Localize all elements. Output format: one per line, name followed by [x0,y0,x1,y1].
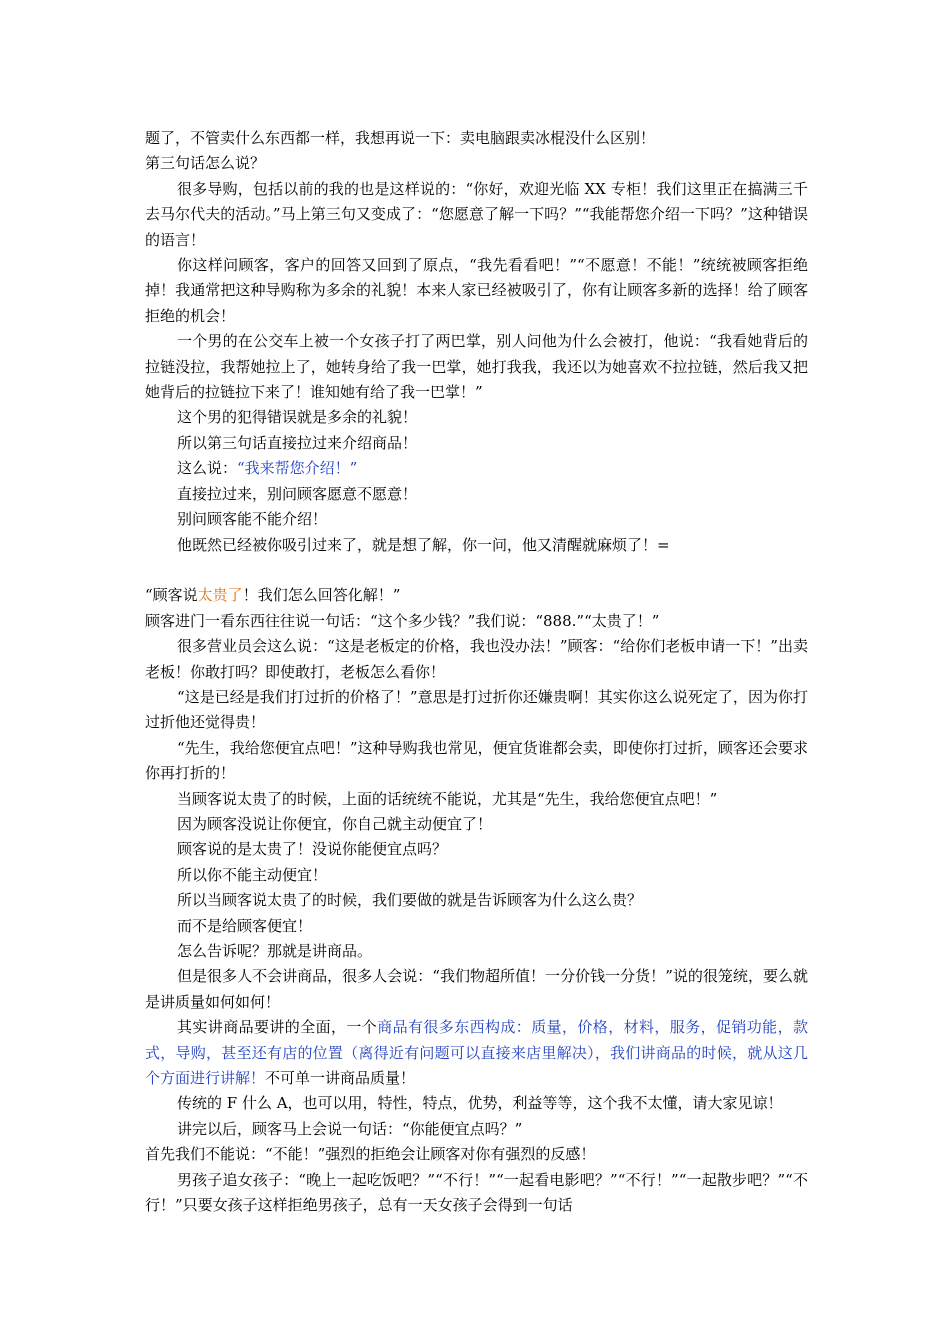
paragraph: 直接拉过来，别问顾客愿意不愿意！ [177,484,418,503]
paragraph: 很多营业员会这么说：“这是老板定的价格，我也没办法！”顾客：“给你们老板申请一下！”出卖老板！你敢打吗？即使敢打，老板怎么看你！ [145,637,808,681]
blank-line [145,558,808,583]
paragraph: 题了，不管卖什么东西都一样，我想再说一下：卖电脑跟卖冰棍没什么区别！ [145,129,656,147]
paragraph: 这个男的犯得错误就是多余的礼貌！ [177,408,418,427]
paragraph: 传统的 F 什么 A，也可以用，特性，特点，优势，利益等等，这个我不太懂，请大家见谅！ [177,1094,783,1113]
paragraph: 怎么告诉呢？那就是讲商品。 [177,941,373,960]
paragraph: 所以你不能主动便宜！ [177,865,328,884]
paragraph: 当顾客说太贵了的时候，上面的话统统不能说，尤其是“先生，我给您便宜点吧！” [177,789,718,808]
paragraph: 所以第三句话直接拉过来介绍商品！ [177,433,418,452]
paragraph: 顾客说的是太贵了！没说你能便宜点吗？ [177,840,448,859]
paragraph: 男孩子追女孩子：“晚上一起吃饭吧？”“不行！”“一起看电影吧？”“不行！”“一起散步吧？”“不行！”只要女孩子这样拒绝男孩子，总有一天女孩子会得到一句话 [145,1170,808,1215]
highlight-term: 太贵了 [197,586,243,605]
paragraph [145,456,808,481]
paragraph: “这是已经是我们打过折的价格了！”意思是打过折你还嫌贵啊！其实你这么说死定了，因为你打过折他还觉得贵！ [145,687,808,732]
paragraph: 顾客进门一看东西往往说一句话：“这个多少钱？”我们说：“888.”“太贵了！” [145,611,660,630]
text-run: 其实讲商品要讲的全面，一个 [177,1018,378,1037]
paragraph: 但是很多人不会讲商品，很多人会说：“我们物超所值！一分价钱一分货！”说的很笼统，要么就是讲质量如何如何！ [145,967,808,1011]
paragraph: 而不是给顾客便宜！ [177,916,313,935]
text-run: “顾客说 [145,586,198,605]
paragraph: 讲完以后，顾客马上会说一句话：“你能便宜点吗？” [177,1119,523,1138]
paragraph: 别问顾客能不能介绍！ [177,510,328,529]
paragraph: 首先我们不能说：“不能！”强烈的拒绝会让顾客对你有强烈的反感！ [145,1145,596,1164]
highlight-quote: “我来帮您介绍！” [237,459,358,478]
text-run: ！我们怎么回答化解！” [242,586,401,605]
paragraph: “先生，我给您便宜点吧！”这种导购我也常见，便宜货谁都会卖，即使你打过折，顾客还会要求你再打折的！ [145,738,808,783]
paragraph: 他既然已经被你吸引过来了，就是想了解，你一问，他又清醒就麻烦了！= [177,535,670,554]
section-heading [145,583,808,608]
text-run: 不可单一讲商品质量！ [265,1069,416,1088]
highlight-passage: 商品有很多东西构成：质量，价格，材料，服务，促销功能，款式，导购，甚至还有店的位置（离得近有问题可以直接来店里解决），我们讲商品的时候，就从这几个方面进行讲解！ [145,1018,808,1088]
paragraph [145,1015,808,1091]
paragraph: 你这样问顾客，客户的回答又回到了原点，“我先看看吧！”“不愿意！不能！”统统被顾客拒绝掉！我通常把这种导购称为多余的礼貌！本来人家已经被吸引了，你有让顾客多新的选择！给了顾客拒绝的机会！ [145,256,808,325]
paragraph: 一个男的在公交车上被一个女孩子打了两巴掌，别人问他为什么会被打，他说：“我看她背后的拉链没拉，我帮她拉上了，她转身给了我一巴掌，她打我我，我还以为她喜欢不拉拉链，然后我又把她背后的拉链拉下来了！谁知她有给了我一巴掌！” [145,332,808,402]
paragraph: 所以当顾客说太贵了的时候，我们要做的就是告诉顾客为什么这么贵？ [177,891,643,910]
section-question: 第三句话怎么说？ [145,154,266,173]
text-run: 这么说： [177,459,238,478]
paragraph: 因为顾客没说让你便宜，你自己就主动便宜了！ [177,814,493,833]
paragraph: 很多导购，包括以前的我的也是这样说的：“你好，欢迎光临 XX 专柜！我们这里正在搞满三千去马尔代夫的活动。”马上第三句又变成了：“您愿意了解一下吗？”“我能帮您介绍一下吗？”这种错误的语言！ [145,179,808,249]
document-body [145,126,808,1218]
